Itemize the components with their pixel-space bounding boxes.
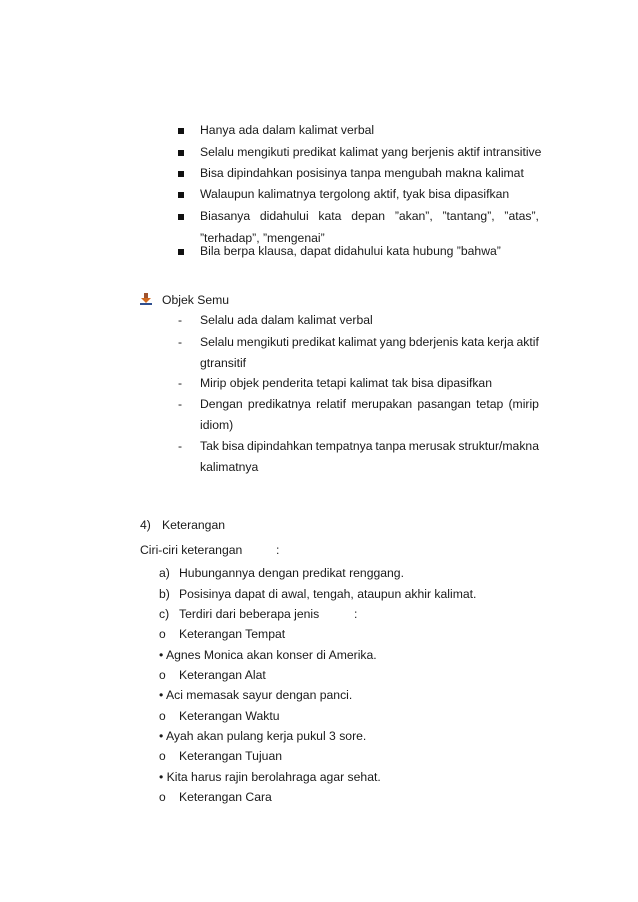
dash-bullet: - bbox=[178, 439, 183, 453]
word: bderjenis bbox=[408, 335, 459, 349]
word: yang bbox=[379, 335, 407, 349]
objek-semu-item-1: Selalu ada dalam kalimat verbal bbox=[200, 313, 373, 327]
dash-bullet: - bbox=[178, 397, 183, 411]
objek-semu-item-4-cont: idiom) bbox=[200, 418, 234, 432]
bullet-item-5-cont: ”terhadap”, ”mengenai” bbox=[200, 231, 325, 245]
section-number: 4) bbox=[140, 518, 151, 532]
word: kata bbox=[461, 335, 485, 349]
square-bullet-icon bbox=[178, 214, 184, 220]
word: predikat bbox=[291, 335, 336, 349]
word: pasangan bbox=[417, 397, 471, 411]
objek-semu-item-5-cont: kalimatnya bbox=[200, 460, 259, 474]
square-bullet-icon bbox=[178, 249, 184, 255]
bullet-item-1: Hanya ada dalam kalimat verbal bbox=[200, 123, 375, 137]
word: kalimat bbox=[338, 335, 377, 349]
example-tujuan: • Kita harus rajin berolahraga agar sehat. bbox=[159, 770, 381, 784]
word: merusak bbox=[408, 439, 456, 453]
word: dipindahkan bbox=[247, 439, 313, 453]
alpha-item-c: Terdiri dari beberapa jenis bbox=[179, 607, 320, 621]
alpha-label: a) bbox=[159, 566, 170, 580]
example-alat: • Aci memasak sayur dengan panci. bbox=[159, 688, 353, 702]
bullet-item-2: Selalu mengikuti predikat kalimat yang berjenis aktif intransitive bbox=[200, 145, 542, 159]
word: relatif bbox=[316, 397, 346, 411]
word: kata bbox=[318, 209, 342, 223]
type-tujuan: Keterangan Tujuan bbox=[179, 749, 282, 763]
type-tempat: Keterangan Tempat bbox=[179, 627, 286, 641]
word: aktif bbox=[516, 335, 539, 349]
word: ”atas”, bbox=[504, 209, 539, 223]
square-bullet-icon bbox=[178, 150, 184, 156]
alpha-item-c-colon: : bbox=[354, 607, 358, 621]
example-tempat: • Agnes Monica akan konser di Amerika. bbox=[159, 648, 377, 662]
word: bisa bbox=[221, 439, 245, 453]
alpha-label: b) bbox=[159, 587, 170, 601]
alpha-item-b: Posisinya dapat di awal, tengah, ataupun akhir kalimat. bbox=[179, 587, 477, 601]
square-bullet-icon bbox=[178, 192, 184, 198]
objek-semu-title: Objek Semu bbox=[162, 293, 230, 307]
dash-bullet: - bbox=[178, 376, 183, 390]
objek-semu-item-2-cont: gtransitif bbox=[200, 356, 247, 370]
word: tanpa bbox=[375, 439, 406, 453]
word: Dengan bbox=[200, 397, 243, 411]
word: merupakan bbox=[351, 397, 413, 411]
square-bullet-icon bbox=[178, 171, 184, 177]
word: depan bbox=[351, 209, 386, 223]
bullet-item-6: Bila berpa klausa, dapat didahului kata hubung ”bahwa” bbox=[200, 244, 501, 258]
word: tempatnya bbox=[315, 439, 373, 453]
word: Selalu bbox=[200, 335, 234, 349]
dash-bullet: - bbox=[178, 335, 183, 349]
objek-semu-item-3: Mirip objek penderita tetapi kalimat tak bisa dipasifkan bbox=[200, 376, 492, 390]
alpha-label: c) bbox=[159, 607, 170, 621]
word: kerja bbox=[487, 335, 514, 349]
example-waktu: • Ayah akan pulang kerja pukul 3 sore. bbox=[159, 729, 367, 743]
word: ”tantang”, bbox=[442, 209, 495, 223]
word: mengikuti bbox=[236, 335, 289, 349]
word: ”akan”, bbox=[394, 209, 433, 223]
bullet-item-4: Walaupun kalimatnya tergolong aktif, tyak bisa dipasifkan bbox=[200, 187, 510, 201]
circle-bullet: o bbox=[159, 790, 166, 804]
type-waktu: Keterangan Waktu bbox=[179, 709, 280, 723]
circle-bullet: o bbox=[159, 627, 166, 641]
word: Biasanya bbox=[200, 209, 251, 223]
word: (mirip bbox=[508, 397, 539, 411]
objek-semu-item-2 bbox=[200, 335, 539, 350]
arrow-down-bullet-icon bbox=[140, 293, 152, 305]
type-cara: Keterangan Cara bbox=[179, 790, 272, 804]
word: predikatnya bbox=[247, 397, 311, 411]
square-bullet-icon bbox=[178, 128, 184, 134]
ciri-colon: : bbox=[276, 543, 280, 557]
objek-semu-item-4 bbox=[200, 397, 539, 412]
circle-bullet: o bbox=[159, 668, 166, 682]
type-alat: Keterangan Alat bbox=[179, 668, 266, 682]
word: Tak bbox=[200, 439, 219, 453]
word: didahului bbox=[259, 209, 309, 223]
section-heading: Keterangan bbox=[162, 518, 226, 532]
bullet-item-3: Bisa dipindahkan posisinya tanpa mengubah makna kalimat bbox=[200, 166, 524, 180]
objek-semu-item-5 bbox=[200, 439, 539, 454]
bullet-item-5 bbox=[200, 209, 539, 224]
dash-bullet: - bbox=[178, 313, 183, 327]
circle-bullet: o bbox=[159, 709, 166, 723]
alpha-item-a: Hubungannya dengan predikat renggang. bbox=[179, 566, 404, 580]
word: tetap bbox=[476, 397, 504, 411]
circle-bullet: o bbox=[159, 749, 166, 763]
word: struktur/makna bbox=[458, 439, 539, 453]
ciri-label: Ciri-ciri keterangan bbox=[140, 543, 243, 557]
